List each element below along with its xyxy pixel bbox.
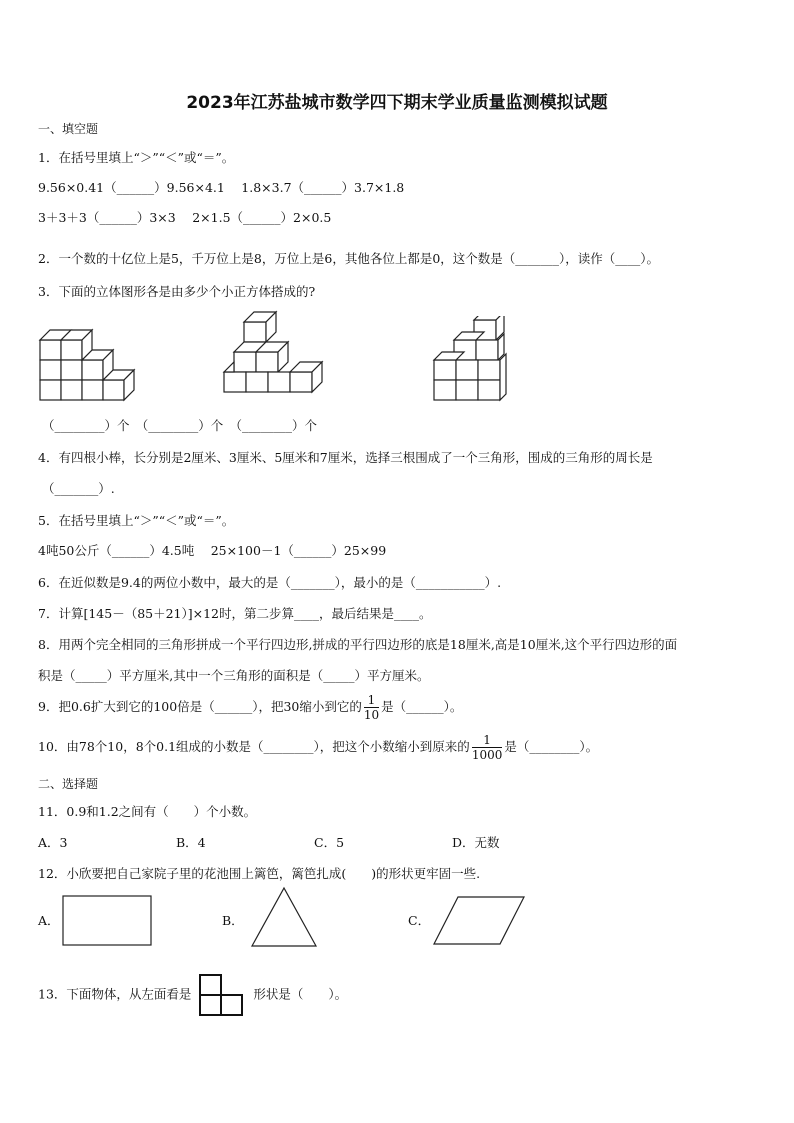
q11-option-a: A．3 xyxy=(38,835,68,850)
q1-stem: 1．在括号里填上“＞”“＜”或“＝”。 xyxy=(38,150,235,165)
q11-stem: 11．0.9和1.2之间有（ ）个小数。 xyxy=(38,804,257,819)
q10-denominator: 1000 xyxy=(471,747,503,762)
q2: 2．一个数的十亿位上是5，千万位上是8，万位上是6，其他各位上都是0，这个数是（_______），读作（____）。 xyxy=(38,251,660,266)
cube-figure-3 xyxy=(432,316,512,402)
q1-row2: 3＋3＋3（______）3×3 2×1.5（______）2×0.5 xyxy=(38,210,332,225)
page-title: 2023年江苏盐城市数学四下期末学业质量监测模拟试题 xyxy=(186,93,608,113)
q13-part2: 形状是（ ）。 xyxy=(253,986,348,1002)
q10-part2: 是（________）。 xyxy=(504,739,599,755)
q4-line2: （_______）. xyxy=(42,481,115,496)
q9 xyxy=(38,694,462,721)
cube-figure-1 xyxy=(38,316,138,402)
q12-option-a: A． xyxy=(38,913,60,928)
q9-denominator: 10 xyxy=(363,707,380,722)
q5-stem: 5．在括号里填上“＞”“＜”或“＝”。 xyxy=(38,513,235,528)
triangle-shape xyxy=(250,886,318,948)
cube-figure-2 xyxy=(222,310,332,402)
q7: 7．计算[145－（85＋21）]×12时，第二步算____，最后结果是____。 xyxy=(38,606,432,621)
q10-numerator: 1 xyxy=(483,733,491,747)
left-view-shape xyxy=(198,973,246,1017)
section-fill-blank: 一、填空题 xyxy=(38,122,99,136)
q3-stem: 3．下面的立体图形各是由多少个小正方体搭成的? xyxy=(38,284,316,299)
q8-line1: 8．用两个完全相同的三角形拼成一个平行四边形,拼成的平行四边形的底是18厘米,高是10厘米,这个平行四边形的面 xyxy=(38,637,678,652)
q9-part1: 9．把0.6扩大到它的100倍是（______），把30缩小到它的 xyxy=(38,699,362,715)
q4-line1: 4．有四根小棒，长分别是2厘米、3厘米、5厘米和7厘米，选择三根围成了一个三角形，围成的三角形的周长是 xyxy=(38,450,653,465)
q11-option-c: C．5 xyxy=(314,835,345,850)
q12-stem: 12．小欣要把自己家院子里的花池围上篱笆，篱笆扎成( )的形状更牢固一些. xyxy=(38,866,481,881)
rectangle-shape xyxy=(62,895,152,947)
q9-fraction xyxy=(364,694,379,721)
q13 xyxy=(38,973,347,1017)
q10-part1: 10．由78个10，8个0.1组成的小数是（________），把这个小数缩小到原来的 xyxy=(38,739,470,755)
q5-row: 4吨50公斤（______）4.5吨 25×100－1（______）25×99 xyxy=(38,543,387,558)
section-choice: 二、选择题 xyxy=(38,777,99,791)
q3-answers: （________）个 （________）个 （________）个 xyxy=(42,418,318,433)
q11-option-d: D．无数 xyxy=(452,835,500,850)
q9-part2: 是（______）。 xyxy=(381,699,463,715)
q12-option-c: C． xyxy=(408,913,431,928)
q11-option-b: B．4 xyxy=(176,835,206,850)
q13-part1: 13．下面物体，从左面看是 xyxy=(38,986,192,1002)
q12-option-b: B． xyxy=(222,913,244,928)
q6: 6．在近似数是9.4的两位小数中，最大的是（_______），最小的是（___________）. xyxy=(38,575,502,590)
q9-numerator: 1 xyxy=(367,693,376,707)
q10-fraction xyxy=(472,734,503,761)
q10 xyxy=(38,734,598,761)
q8-line2: 积是（_____）平方厘米,其中一个三角形的面积是（_____）平方厘米。 xyxy=(38,668,430,683)
parallelogram-shape xyxy=(432,895,526,947)
q1-row1: 9.56×0.41（______）9.56×4.1 1.8×3.7（______）3.7×1.8 xyxy=(38,180,405,195)
